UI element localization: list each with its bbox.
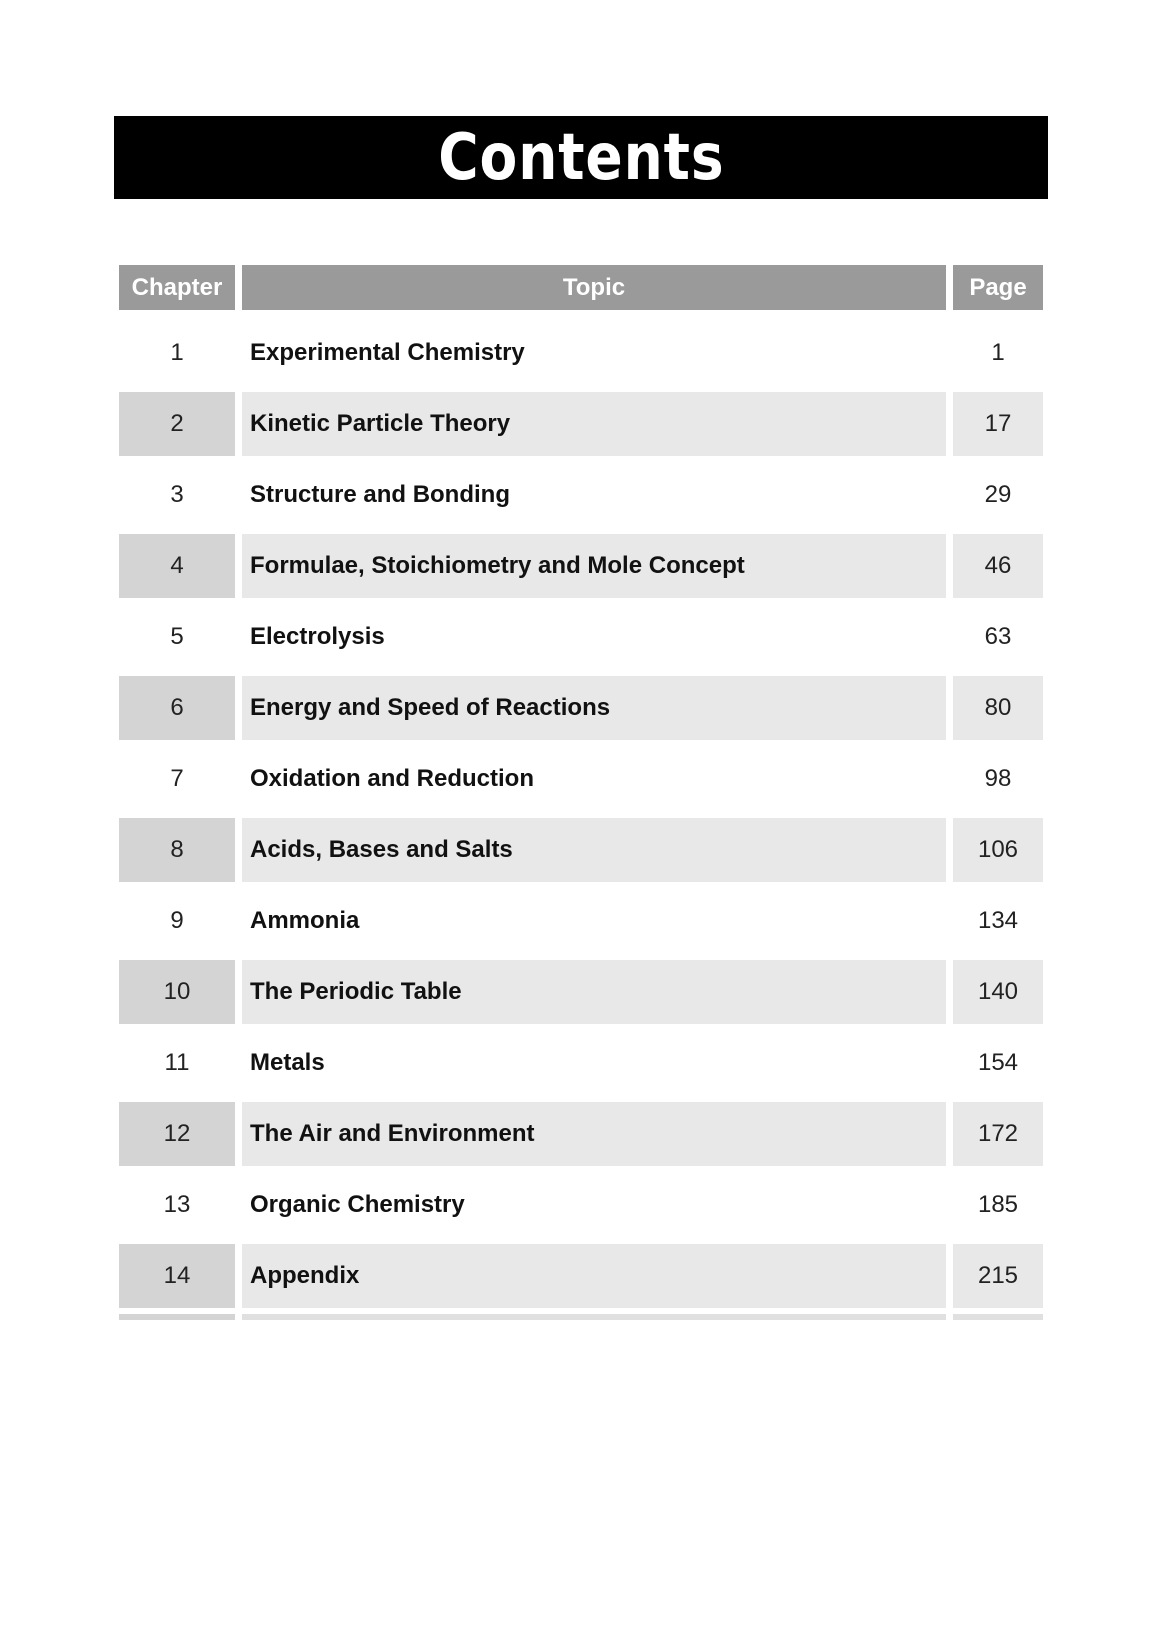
page-number: 46 — [953, 534, 1043, 598]
chapter-number: 5 — [170, 623, 184, 650]
chapter-number: 13 — [163, 1191, 191, 1218]
chapter-topic: Structure and Bonding — [250, 481, 510, 508]
table-row — [119, 818, 1043, 882]
table-row — [119, 534, 1043, 598]
chapter-number: 10 — [119, 960, 235, 1024]
chapter-number: 8 — [119, 818, 235, 882]
chapter-topic: Experimental Chemistry — [250, 339, 525, 366]
page-number: 215 — [953, 1244, 1043, 1308]
chapter-topic: Appendix — [242, 1244, 946, 1308]
chapter-topic: Oxidation and Reduction — [250, 765, 535, 792]
table-row — [119, 960, 1043, 1024]
table-row — [119, 463, 1043, 527]
chapter-topic: Organic Chemistry — [250, 1191, 465, 1218]
chapter-topic: The Air and Environment — [242, 1102, 946, 1166]
chapter-topic: Electrolysis — [250, 623, 385, 650]
page-number: 140 — [953, 960, 1043, 1024]
page-number: 134 — [977, 907, 1019, 934]
page-number: 185 — [977, 1191, 1019, 1218]
table-row — [119, 392, 1043, 456]
table-row — [119, 1173, 1043, 1237]
table-row — [119, 676, 1043, 740]
chapter-number: 12 — [119, 1102, 235, 1166]
footer-rule-page — [953, 1314, 1043, 1320]
chapter-topic: Energy and Speed of Reactions — [242, 676, 946, 740]
page-number: 154 — [977, 1049, 1019, 1076]
contents-title-bar — [114, 116, 1048, 199]
table-row — [119, 321, 1043, 385]
chapter-number: 6 — [119, 676, 235, 740]
contents-table — [119, 265, 1043, 1320]
chapter-topic: Formulae, Stoichiometry and Mole Concept — [242, 534, 946, 598]
page-number: 63 — [984, 623, 1012, 650]
table-row — [119, 1244, 1043, 1308]
table-row — [119, 1102, 1043, 1166]
header-topic: Topic — [242, 265, 946, 310]
page-number: 29 — [984, 481, 1012, 508]
chapter-topic: Ammonia — [250, 907, 360, 934]
chapter-number: 1 — [170, 339, 184, 366]
table-row — [119, 889, 1043, 953]
page-number: 17 — [953, 392, 1043, 456]
table-header — [119, 265, 1043, 310]
page-number: 98 — [984, 765, 1012, 792]
page-number: 106 — [953, 818, 1043, 882]
chapter-topic: Acids, Bases and Salts — [242, 818, 946, 882]
chapter-topic: Metals — [250, 1049, 325, 1076]
page-number: 80 — [953, 676, 1043, 740]
chapter-number: 7 — [170, 765, 184, 792]
chapter-number: 11 — [164, 1049, 190, 1076]
table-row — [119, 1031, 1043, 1095]
chapter-topic: The Periodic Table — [242, 960, 946, 1024]
footer-rule-chapter — [119, 1314, 235, 1320]
chapter-number: 3 — [170, 481, 184, 508]
chapter-number: 4 — [119, 534, 235, 598]
page-number: 1 — [991, 339, 1005, 366]
chapter-number: 2 — [119, 392, 235, 456]
page-number: 172 — [953, 1102, 1043, 1166]
table-row — [119, 605, 1043, 669]
chapter-number: 14 — [119, 1244, 235, 1308]
header-chapter: Chapter — [119, 265, 235, 310]
page-title: Contents — [437, 120, 725, 195]
header-page: Page — [953, 265, 1043, 310]
chapter-topic: Kinetic Particle Theory — [242, 392, 946, 456]
table-row — [119, 747, 1043, 811]
table-footer-rule — [119, 1314, 1043, 1320]
chapter-number: 9 — [170, 907, 184, 934]
footer-rule-topic — [242, 1314, 946, 1320]
